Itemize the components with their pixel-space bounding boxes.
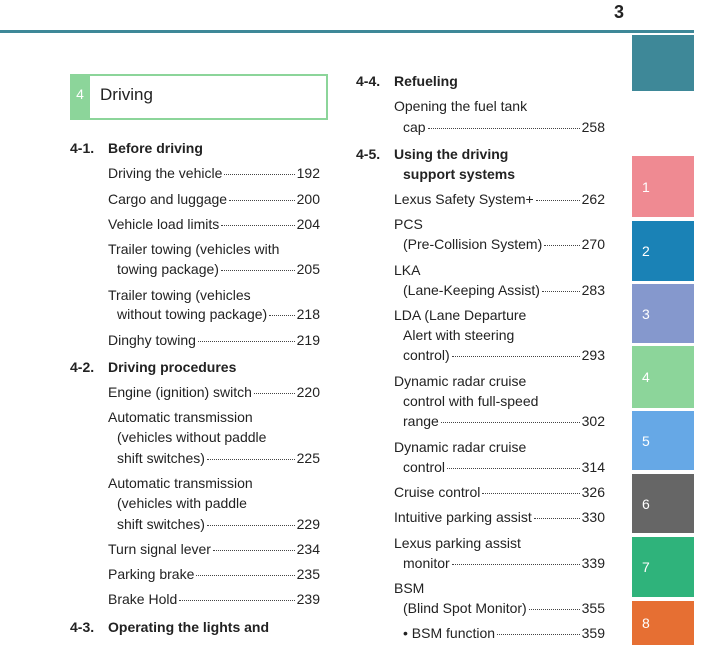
entry-label: (Pre-Collision System)	[403, 236, 543, 252]
leader-dots	[221, 225, 294, 226]
entry-label: without towing package)	[117, 306, 268, 322]
section-4-5-number: 4-5.	[356, 146, 381, 162]
entry-label: shift switches)	[117, 450, 205, 466]
chapter-tab-label: 7	[642, 559, 650, 575]
entry-label: (Lane-Keeping Assist)	[403, 282, 540, 298]
leader-dots	[254, 393, 295, 394]
leader-dots	[213, 550, 295, 551]
entry-first-line: PCS	[394, 216, 423, 232]
chapter-title: Driving	[100, 85, 153, 104]
toc-entry-brake-hold[interactable]	[108, 591, 320, 608]
leader-dots	[452, 356, 580, 357]
entry-first-line: Dynamic radar cruise	[394, 373, 527, 389]
leader-dots	[179, 600, 294, 601]
chapter-tab-label: 4	[642, 369, 650, 385]
chapter-tab-5[interactable]	[632, 411, 694, 470]
entry-label: Driving the vehicle	[108, 165, 223, 181]
leader-dots	[497, 634, 580, 635]
entry-first-line: LDA (Lane Departure	[394, 307, 527, 323]
entry-label: (Blind Spot Monitor)	[403, 600, 527, 616]
section-4-3-number: 4-3.	[70, 619, 95, 635]
entry-label: Engine (ignition) switch	[108, 384, 252, 400]
header-rule	[0, 30, 694, 33]
chapter-tab-label: 1	[642, 178, 650, 195]
toc-entry-lexus-safety-system[interactable]	[394, 191, 605, 208]
entry-page: 314	[581, 459, 605, 475]
entry-second-line: control with full-speed	[403, 393, 539, 409]
entry-page: 355	[581, 600, 605, 616]
leader-dots	[269, 315, 294, 316]
toc-entry-trailer-towing-without-package[interactable]	[117, 306, 320, 323]
entry-label: Brake Hold	[108, 591, 178, 607]
toc-entry-automatic-transmission-with-paddle[interactable]	[117, 516, 320, 533]
entry-first-line: BSM	[394, 580, 425, 596]
leader-dots	[224, 174, 294, 175]
chapter-tab-index[interactable]	[632, 35, 694, 91]
chapter-number: 4	[76, 86, 84, 102]
toc-entry-trailer-towing-with-package[interactable]	[117, 261, 320, 278]
toc-entry-bsm[interactable]	[403, 600, 605, 617]
toc-entry-driving-the-vehicle[interactable]	[108, 165, 320, 182]
entry-page: 258	[581, 119, 605, 135]
section-4-1-number: 4-1.	[70, 140, 95, 156]
toc-entry-fuel-tank-cap[interactable]	[403, 119, 605, 136]
entry-page: 192	[296, 165, 320, 181]
section-4-4-number: 4-4.	[356, 73, 381, 89]
toc-entry-lexus-parking-assist-monitor[interactable]	[403, 555, 605, 572]
toc-entry-pcs[interactable]	[403, 236, 605, 253]
entry-page: 283	[581, 282, 605, 298]
chapter-tab-8[interactable]	[632, 601, 694, 645]
entry-page: 200	[296, 191, 320, 207]
chapter-tab-2[interactable]	[632, 221, 694, 281]
leader-dots	[207, 525, 295, 526]
entry-page: 220	[296, 384, 320, 400]
leader-dots	[542, 291, 580, 292]
entry-first-line: Automatic transmission	[108, 409, 253, 425]
entry-label: Dinghy towing	[108, 332, 196, 348]
entry-second-line: (vehicles with paddle	[117, 495, 247, 511]
entry-label: Vehicle load limits	[108, 216, 220, 232]
toc-entry-lka[interactable]	[403, 282, 605, 299]
section-4-3-title: Operating the lights and	[108, 619, 270, 635]
entry-page: 359	[581, 625, 605, 641]
leader-dots	[536, 200, 580, 201]
entry-page: 218	[296, 306, 320, 322]
entry-page: 326	[581, 484, 605, 500]
entry-page: 339	[581, 555, 605, 571]
entry-page: 205	[296, 261, 320, 277]
chapter-tab-label: 6	[642, 495, 650, 512]
leader-dots	[447, 468, 580, 469]
entry-label: Lexus Safety System+	[394, 191, 534, 207]
toc-entry-dinghy-towing[interactable]	[108, 332, 320, 349]
toc-entry-cargo-and-luggage[interactable]	[108, 191, 320, 208]
entry-label: control)	[403, 347, 450, 363]
entry-first-line: Trailer towing (vehicles	[108, 287, 251, 303]
entry-page: 270	[581, 236, 605, 252]
section-4-4-title: Refueling	[394, 73, 458, 89]
leader-dots	[428, 128, 580, 129]
chapter-tab-label: 5	[642, 432, 650, 449]
section-4-5-title-line1: Using the driving	[394, 146, 509, 162]
entry-page: 234	[296, 541, 320, 557]
chapter-tab-1[interactable]	[632, 156, 694, 217]
entry-first-line: LKA	[394, 262, 421, 278]
entry-page: 219	[296, 332, 320, 348]
entry-label: Cargo and luggage	[108, 191, 228, 207]
section-4-1-title: Before driving	[108, 140, 203, 156]
leader-dots	[198, 341, 295, 342]
entry-second-line: Alert with steering	[403, 327, 515, 343]
entry-first-line: Trailer towing (vehicles with	[108, 241, 280, 257]
toc-entry-dynamic-radar-cruise[interactable]	[403, 459, 605, 476]
toc-entry-dynamic-radar-cruise-full-speed[interactable]	[403, 413, 605, 430]
entry-second-line: (vehicles without paddle	[117, 429, 267, 445]
leader-dots	[544, 245, 579, 246]
entry-page: 330	[581, 509, 605, 525]
entry-page: 229	[296, 516, 320, 532]
entry-label: Parking brake	[108, 566, 195, 582]
toc-entry-bsm-function[interactable]	[403, 625, 605, 642]
chapter-tab-4[interactable]	[632, 346, 694, 408]
toc-entry-engine-switch[interactable]	[108, 384, 320, 401]
entry-label: Turn signal lever	[108, 541, 211, 557]
entry-first-line: Automatic transmission	[108, 475, 253, 491]
toc-entry-parking-brake[interactable]	[108, 566, 320, 583]
entry-label: Cruise control	[394, 484, 481, 500]
entry-label: • BSM function	[403, 625, 496, 641]
entry-page: 302	[581, 413, 605, 429]
entry-label: cap	[403, 119, 426, 135]
entry-page: 204	[296, 216, 320, 232]
chapter-tab-3[interactable]	[632, 284, 694, 343]
entry-page: 293	[581, 347, 605, 363]
entry-page: 239	[296, 591, 320, 607]
toc-entry-cruise-control[interactable]	[394, 484, 605, 501]
entry-first-line: Opening the fuel tank	[394, 98, 528, 114]
leader-dots	[196, 575, 294, 576]
entry-label: towing package)	[117, 261, 219, 277]
section-4-5-title-line2: support systems	[403, 166, 516, 182]
entry-first-line: Dynamic radar cruise	[394, 439, 527, 455]
page-number: 3	[614, 2, 625, 22]
section-4-2-number: 4-2.	[70, 359, 95, 375]
entry-first-line: Lexus parking assist	[394, 535, 521, 551]
entry-label: shift switches)	[117, 516, 205, 532]
leader-dots	[441, 422, 580, 423]
entry-label: range	[403, 413, 439, 429]
leader-dots	[221, 270, 295, 271]
entry-label: Intuitive parking assist	[394, 509, 532, 525]
leader-dots	[534, 518, 580, 519]
chapter-tab-label: 2	[642, 243, 650, 259]
leader-dots	[207, 459, 295, 460]
leader-dots	[229, 200, 295, 201]
toc-entry-automatic-transmission-without-paddle[interactable]	[117, 450, 320, 467]
section-4-2-title: Driving procedures	[108, 359, 237, 375]
entry-label: monitor	[403, 555, 450, 571]
entry-page: 262	[581, 191, 605, 207]
chapter-tab-7[interactable]	[632, 537, 694, 597]
leader-dots	[452, 564, 580, 565]
chapter-tab-label: 8	[642, 615, 650, 631]
entry-label: control	[403, 459, 446, 475]
leader-dots	[482, 493, 579, 494]
toc-entry-lda[interactable]	[403, 347, 605, 364]
toc-entry-turn-signal-lever[interactable]	[108, 541, 320, 558]
entry-page: 225	[296, 450, 320, 466]
leader-dots	[529, 609, 580, 610]
toc-entry-vehicle-load-limits[interactable]	[108, 216, 320, 233]
chapter-tab-label: 3	[642, 305, 650, 322]
entry-page: 235	[296, 566, 320, 582]
toc-entry-intuitive-parking-assist[interactable]	[394, 509, 605, 526]
chapter-tab-6[interactable]	[632, 474, 694, 533]
